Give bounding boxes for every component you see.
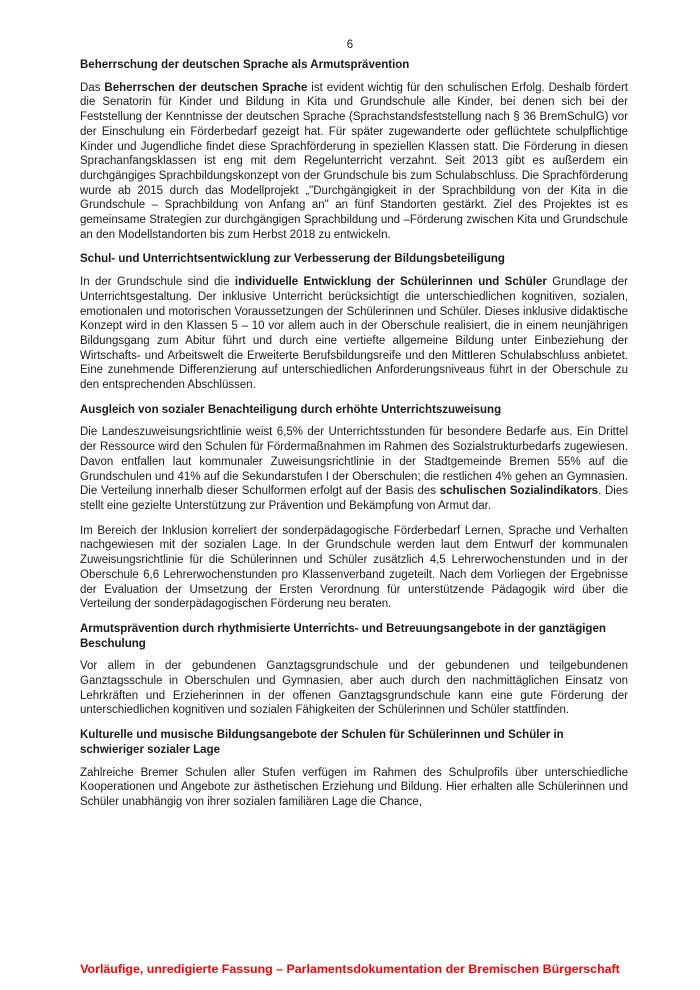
text-run: Das [80,81,105,94]
section-heading: Schul- und Unterrichtsentwicklung zur Verbesserung der Bildungsbeteiligung [80,253,505,266]
bold-text-run: Beherrschen der deutschen Sprache [104,81,308,94]
paragraph [80,766,628,810]
text-run: . Dies stellt eine gezielte Unterstützung zur Prävention und Bekämpfung von Armut dar. [80,485,628,512]
section-heading: Ausgleich von sozialer Benachteiligung durch erhöhte Unterrichtszuweisung [80,403,502,416]
page-number: 6 [346,39,354,51]
text-run: Vor allem in der gebundenen Ganztagsgrundschule und der gebundenen und teilgebundenen Ganztagsschule in Oberschulen und Gymnasien, aber auch durch den nachmittäglichen Einsatz von Lehrkräften und Erzieherinnen in der offenen Ganztagsgrundschule kann eine gute Förderung der unterschiedlichen kognitiven und sozialen Fähigkeiten der Schülerinnen und Schüler stattfinden. [80,660,628,717]
bold-text-run: individuelle Entwicklung der Schülerinnen und Schüler [234,276,547,289]
text-run: Im Bereich der Inklusion korreliert der sonderpädagogische Förderbedarf Lernen, Sprache und Verhalten nachgewiesen mit der sozialen Lage. In der Grundschule werden laut dem Entwurf der kommunalen Zuweisungsrichtlinie für die Schülerinnen und Schüler zusätzlich 4,5 Lehrerwochenstunden und in der Oberschule 6,6 Lehrerwochenstunden pro Klassenverband zugeteilt. Nach dem Vorliegen der Ergebnisse der Evaluation der Umsetzung der Ersten Verordnung für unterstützende Pädagogik wird über die Verteilung der sonderpädagogischen Förderung neu beraten. [80,524,628,611]
text-run: Grundlage der Unterrichtsgestaltung. Der inklusive Unterricht berücksichtigt die unterschiedlichen kognitiven, sozialen, emotionalen und motorischen Voraussetzungen der Schülerinnen und Schüler. Dieses inklusive didaktische Konzept wird in den Klassen 5 – 10 vor allem auch in der Oberschule realisiert, die in einem neunjährigen Bildungsgang zum Abitur führt und durch eine vertiefte allgemeine Bildung unter Einbeziehung der Wirtschafts- und Arbeitswelt die Erweiterte Berufsbildungsreife und den Mittleren Schulabschluss anbietet. Eine zunehmende Differenzierung auf unterschiedlichen Anforderungsniveaus führt in der Oberschule zu den entsprechenden Abschlüssen. [80,276,629,392]
document-content [80,58,628,820]
section-heading: Beherrschung der deutschen Sprache als Armutsprävention [80,59,410,71]
paragraph [80,524,628,612]
text-run: Die Landeszuweisungsrichtlinie weist 6,5% der Unterrichtsstunden für besondere Bedarfe aus. Ein Drittel der Ressource wird den Schulen für Fördermaßnahmen im Rahmen des Sozialstrukturbedarfs zugewiesen. Davon entfallen laut kommunaler Zuweisungsrichtlinie in der Stadtgemeinde Bremen 55% auf die Grundschulen und 41% auf die Sekundarstufen I der Oberschulen; die restlichen 4% gehen an Gymnasien. Die Verteilung innerhalb dieser Schulformen erfolgt auf der Basis des [80,426,628,498]
paragraph [80,425,628,513]
text-run: ist evident wichtig für den schulischen Erfolg. Deshalb fördert die Senatorin für Kinder und Bildung in Kita und Grundschule alle Kinder, bei denen sich bei der Feststellung der Kenntnisse der deutschen Sprache (Sprachstandsfeststellung nach § 36 BremSchulG) vor der Einschulung ein Förderbedarf gezeigt hat. Für später zugewanderte oder geflüchtete schulpflichtige Kinder und Jugendliche findet diese Sprachförderung in speziellen Klassen statt. Die Förderung in diesen Sprachanfangsklassen ist eng mit dem Regelunterricht verzahnt. Seit 2013 gibt es außerdem ein durchgängiges Sprachbildungskonzept von der Grundschule bis zum Schulabschluss. Die Sprachförderung wurde ab 2015 durch das Modellprojekt „"Durchgängigkeit in der Sprachbildung von der Kita in die Grundschule – Sprachbildung von Anfang an" an fünf Standorten gestärkt. Ziel des Projektes ist es gemeinsame Strategien zur durchgängigen Sprachbildung und –Förderung zwischen Kita und Grundschule an den Modellstandorten bis zum Herbst 2018 zu entwickeln. [80,81,628,241]
paragraph [80,275,628,393]
text-run: In der Grundschule sind die [80,276,235,289]
bold-text-run: schulischen Sozialindikators [439,485,599,498]
footer-notice: Vorläufige, unredigierte Fassung – Parlamentsdokumentation der Bremischen Bürgerschaft [80,962,620,976]
section-heading: Armutsprävention durch rhythmisierte Unterrichts- und Betreuungsangebote in der ganztägigen Beschulung [80,622,606,650]
paragraph [80,659,628,718]
paragraph [80,81,628,243]
text-run: Zahlreiche Bremer Schulen aller Stufen verfügen im Rahmen des Schulprofils über unterschiedliche Kooperationen und Angebote zur ästhetischen Erziehung und Bildung. Hier erhalten alle Schülerinnen und Schüler unabhängig von ihrer sozialen familiären Lage die Chance, [80,766,628,808]
section-heading: Kulturelle und musische Bildungsangebote der Schulen für Schülerinnen und Schüler in schwieriger sozialer Lage [80,729,564,756]
